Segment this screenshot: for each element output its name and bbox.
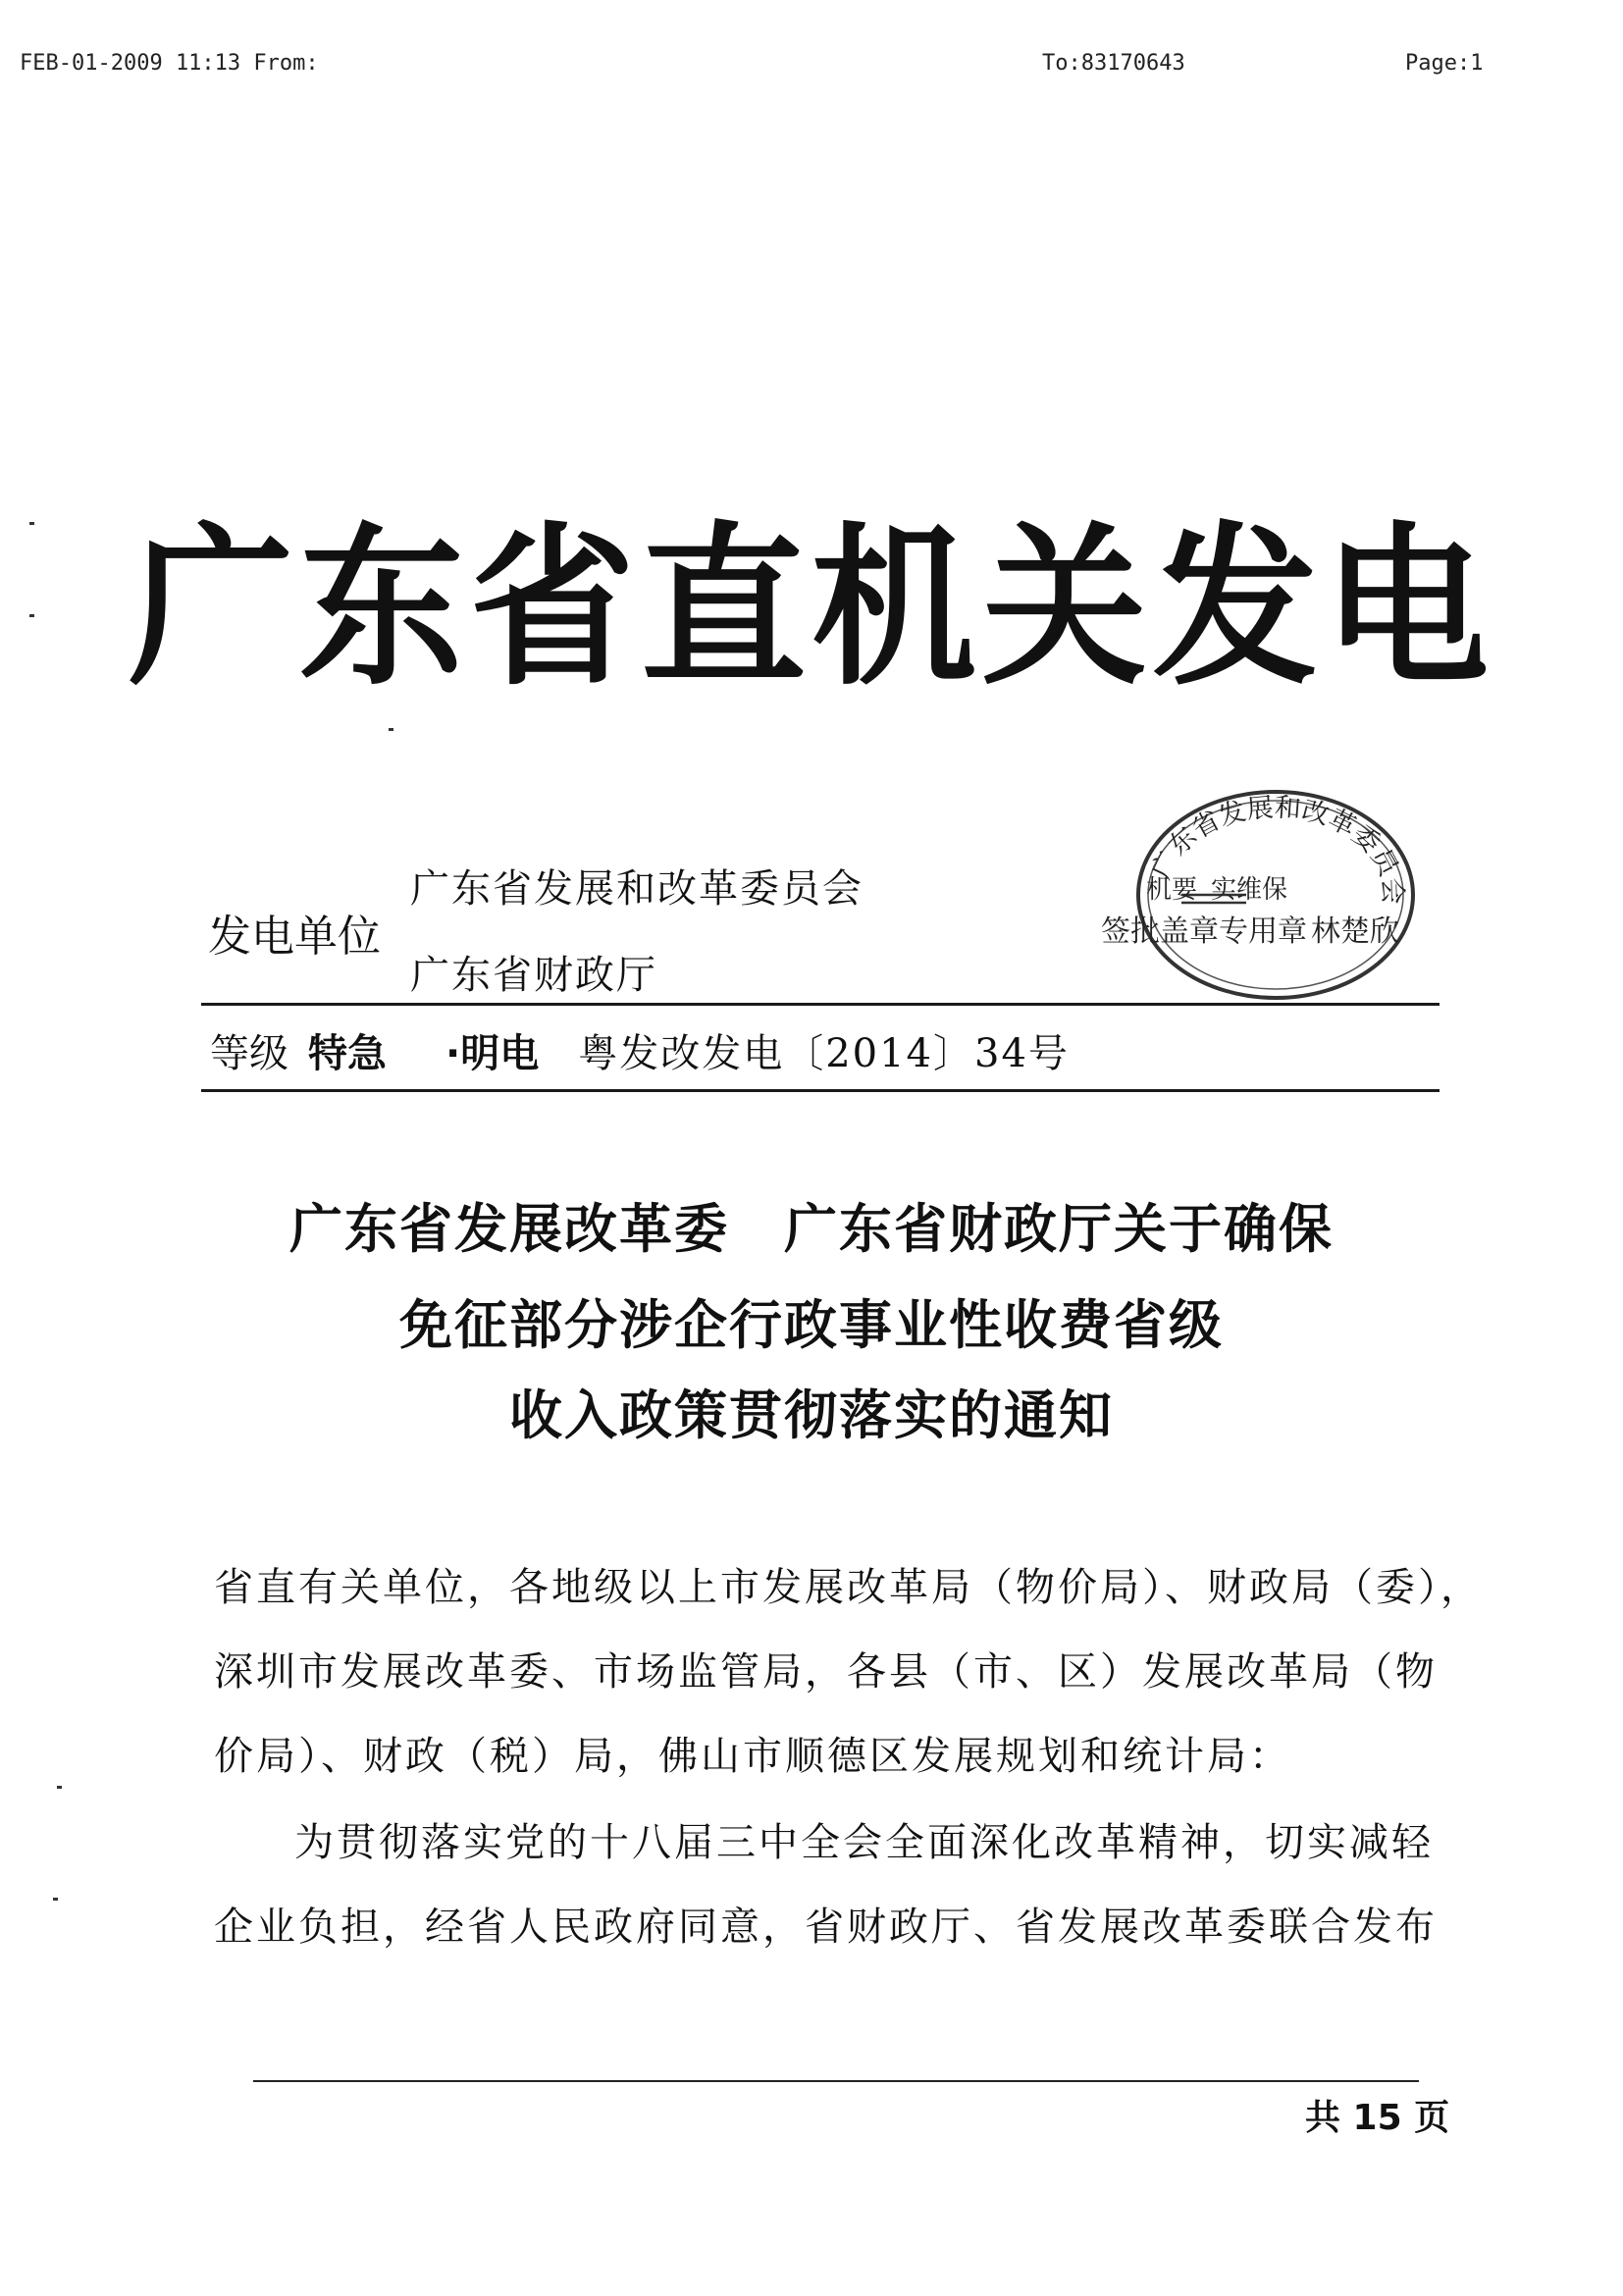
fax-timestamp: FEB-01-2009 11:13 From: bbox=[20, 51, 319, 76]
seal-overlay-top bbox=[1146, 869, 1287, 906]
classification-row bbox=[210, 1020, 1070, 1079]
masthead bbox=[0, 506, 1623, 726]
document-title-line-1: 广东省发展改革委 广东省财政厅关于确保 bbox=[289, 1198, 1334, 1260]
scan-speck bbox=[53, 1898, 58, 1901]
urgency-level: 特急 bbox=[308, 1030, 387, 1076]
masthead-title: 广东省直机关发电 bbox=[129, 506, 1494, 709]
scan-speck bbox=[29, 522, 34, 525]
transmission-mode: ·明电 bbox=[445, 1030, 540, 1076]
header-divider-bottom bbox=[201, 1089, 1440, 1092]
seal-overlay-name-2: 林楚欣 bbox=[1311, 914, 1399, 949]
fax-recipient: To:83170643 bbox=[1042, 51, 1185, 76]
seal-overlay-jiyao: 机要 bbox=[1146, 875, 1198, 905]
classification-label: 等级 bbox=[210, 1030, 288, 1076]
fax-page-number: Page:1 bbox=[1405, 51, 1484, 76]
sender-label: 发电单位 bbox=[208, 912, 381, 962]
body-paragraph-line-2: 企业负担，经省人民政府同意，省财政厅、省发展改革委联合发布 bbox=[214, 1905, 1438, 1950]
addressee-line-1: 省直有关单位，各地级以上市发展改革局（物价局）、财政局（委）， bbox=[214, 1565, 1483, 1610]
addressee-line-2: 深圳市发展改革委、市场监管局，各县（市、区）发展改革局（物 bbox=[214, 1649, 1438, 1695]
seal-ring-text: 广东省发展和改革委员会 bbox=[1146, 792, 1408, 906]
scan-speck bbox=[389, 728, 393, 731]
page-count: 共 15 页 bbox=[1305, 2098, 1450, 2138]
scan-speck bbox=[29, 614, 34, 617]
seal-overlay-name-1: 实维保 bbox=[1211, 875, 1288, 905]
header-divider-top bbox=[201, 1003, 1440, 1006]
sender-unit-1: 广东省发展和改革委员会 bbox=[410, 866, 864, 912]
seal-overlay-stamp: 签批盖章专用章 bbox=[1101, 914, 1307, 949]
footer-divider bbox=[253, 2080, 1419, 2082]
document-title-line-3: 收入政策贯彻落实的通知 bbox=[509, 1384, 1114, 1446]
document-title-line-2: 免征部分涉企行政事业性收费省级 bbox=[399, 1294, 1224, 1356]
addressee-line-3: 价局）、财政（税）局，佛山市顺德区发展规划和统计局： bbox=[214, 1734, 1291, 1779]
document-number: 粤发改发电〔2014〕34号 bbox=[578, 1030, 1070, 1076]
scan-speck bbox=[57, 1786, 62, 1789]
seal-overlay-bottom bbox=[1101, 907, 1399, 950]
body-paragraph-line-1: 为贯彻落实党的十八届三中全会全面深化改革精神，切实减轻 bbox=[294, 1820, 1434, 1865]
sender-unit-2: 广东省财政厅 bbox=[410, 953, 657, 998]
